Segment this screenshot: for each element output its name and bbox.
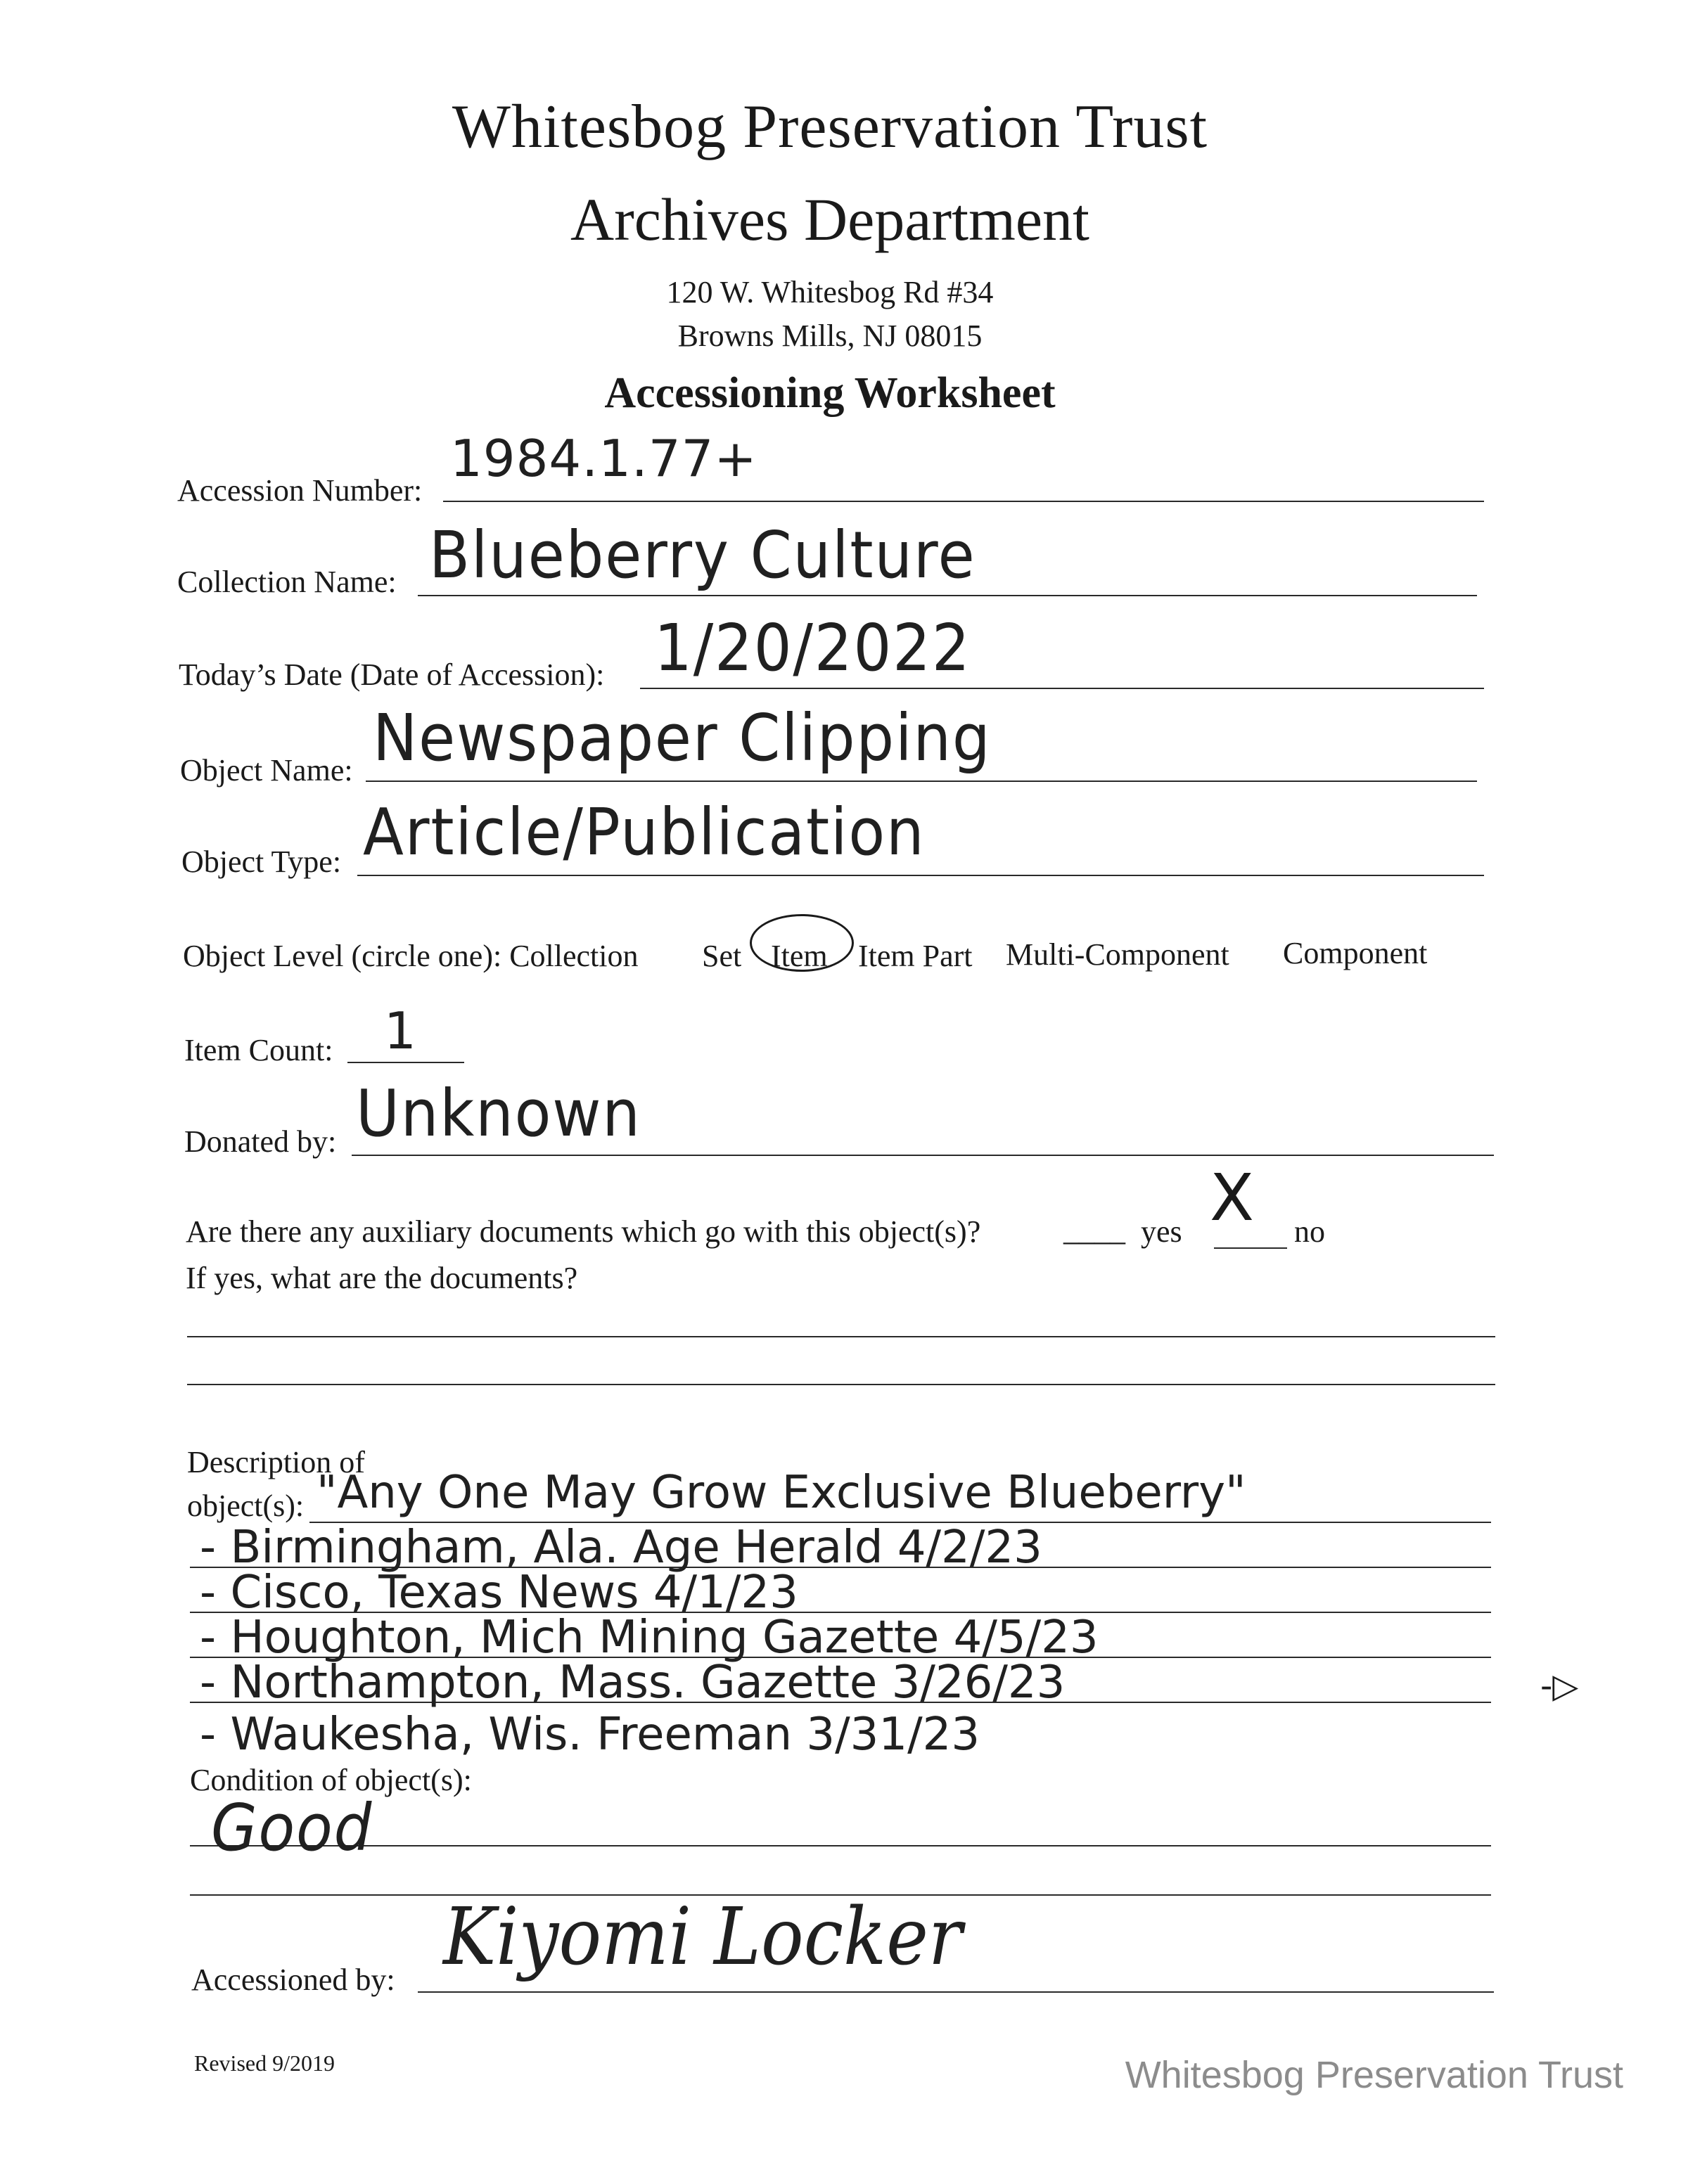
revised-note: Revised 9/2019 xyxy=(194,2050,335,2076)
auxiliary-x-mark: X xyxy=(1210,1160,1255,1235)
object-type-label: Object Type: xyxy=(181,844,342,879)
date-value: 1/20/2022 xyxy=(654,610,971,686)
description-value-5: - Northampton, Mass. Gazette 3/26/23 xyxy=(200,1657,1066,1709)
object-level-component: Component xyxy=(1283,936,1428,970)
accession-number-label: Accession Number: xyxy=(177,473,423,508)
accession-number-line xyxy=(443,501,1484,502)
auxiliary-question: Are there any auxiliary documents which go with this object(s)? xyxy=(186,1214,981,1249)
watermark: Whitesbog Preservation Trust xyxy=(1125,2054,1623,2096)
object-level-set: Set xyxy=(702,939,742,973)
object-type-value: Article/Publication xyxy=(363,795,926,870)
auxiliary-followup: If yes, what are the documents? xyxy=(186,1261,578,1295)
date-label: Today’s Date (Date of Accession): xyxy=(179,657,605,692)
condition-label: Condition of object(s): xyxy=(190,1763,472,1797)
accessioned-by-label: Accessioned by: xyxy=(191,1963,395,1997)
object-name-value: Newspaper Clipping xyxy=(373,700,992,776)
donated-by-line xyxy=(352,1155,1494,1156)
object-level-item-part: Item Part xyxy=(858,939,973,973)
auxiliary-answer-line-2 xyxy=(187,1384,1495,1385)
item-count-value: 1 xyxy=(384,1001,417,1060)
object-level-selection-circle xyxy=(750,914,854,972)
auxiliary-yes-label: yes xyxy=(1141,1214,1182,1249)
accession-number-value: 1984.1.77+ xyxy=(450,429,757,488)
item-count-line xyxy=(347,1062,464,1063)
address-line-1: 120 W. Whitesbog Rd #34 xyxy=(666,275,994,309)
collection-name-line xyxy=(418,595,1477,596)
accessioned-by-signature: Kiyomi Locker xyxy=(443,1891,963,1983)
address-line-2: Browns Mills, NJ 08015 xyxy=(677,319,983,353)
auxiliary-yes-blank: ____ xyxy=(1063,1213,1125,1247)
donated-by-label: Donated by: xyxy=(184,1124,337,1159)
description-value-2: - Birmingham, Ala. Age Herald 4/2/23 xyxy=(200,1522,1042,1574)
donated-by-value: Unknown xyxy=(356,1076,641,1151)
condition-line-1 xyxy=(190,1845,1491,1846)
accessioned-by-line xyxy=(418,1991,1494,1993)
condition-value: Good xyxy=(211,1790,373,1865)
worksheet-title: Accessioning Worksheet xyxy=(604,369,1056,417)
collection-name-label: Collection Name: xyxy=(177,565,397,599)
continue-arrow: -▷ xyxy=(1540,1666,1579,1706)
object-level-item: Item xyxy=(771,939,828,973)
description-value-3: - Cisco, Texas News 4/1/23 xyxy=(200,1567,798,1619)
date-line xyxy=(640,688,1484,689)
collection-name-value: Blueberry Culture xyxy=(429,518,976,593)
object-name-line xyxy=(366,781,1477,782)
auxiliary-no-line xyxy=(1214,1247,1287,1249)
object-name-label: Object Name: xyxy=(180,753,353,788)
object-type-line xyxy=(357,875,1484,876)
auxiliary-answer-line-1 xyxy=(187,1336,1495,1337)
organization-name: Whitesbog Preservation Trust xyxy=(452,93,1208,161)
description-label-1: Description of xyxy=(187,1445,365,1479)
item-count-label: Item Count: xyxy=(184,1033,333,1067)
object-level-multi-component: Multi-Component xyxy=(1006,937,1229,972)
description-value-4: - Houghton, Mich Mining Gazette 4/5/23 xyxy=(200,1612,1099,1664)
department-name: Archives Department xyxy=(570,186,1089,253)
auxiliary-no-label: no xyxy=(1294,1214,1325,1249)
description-value-1: "Any One May Grow Exclusive Blueberry" xyxy=(316,1467,1246,1519)
description-label-2: object(s): xyxy=(187,1489,305,1523)
description-value-6: - Waukesha, Wis. Freeman 3/31/23 xyxy=(200,1709,980,1761)
object-level-label: Object Level (circle one): Collection xyxy=(183,939,639,973)
